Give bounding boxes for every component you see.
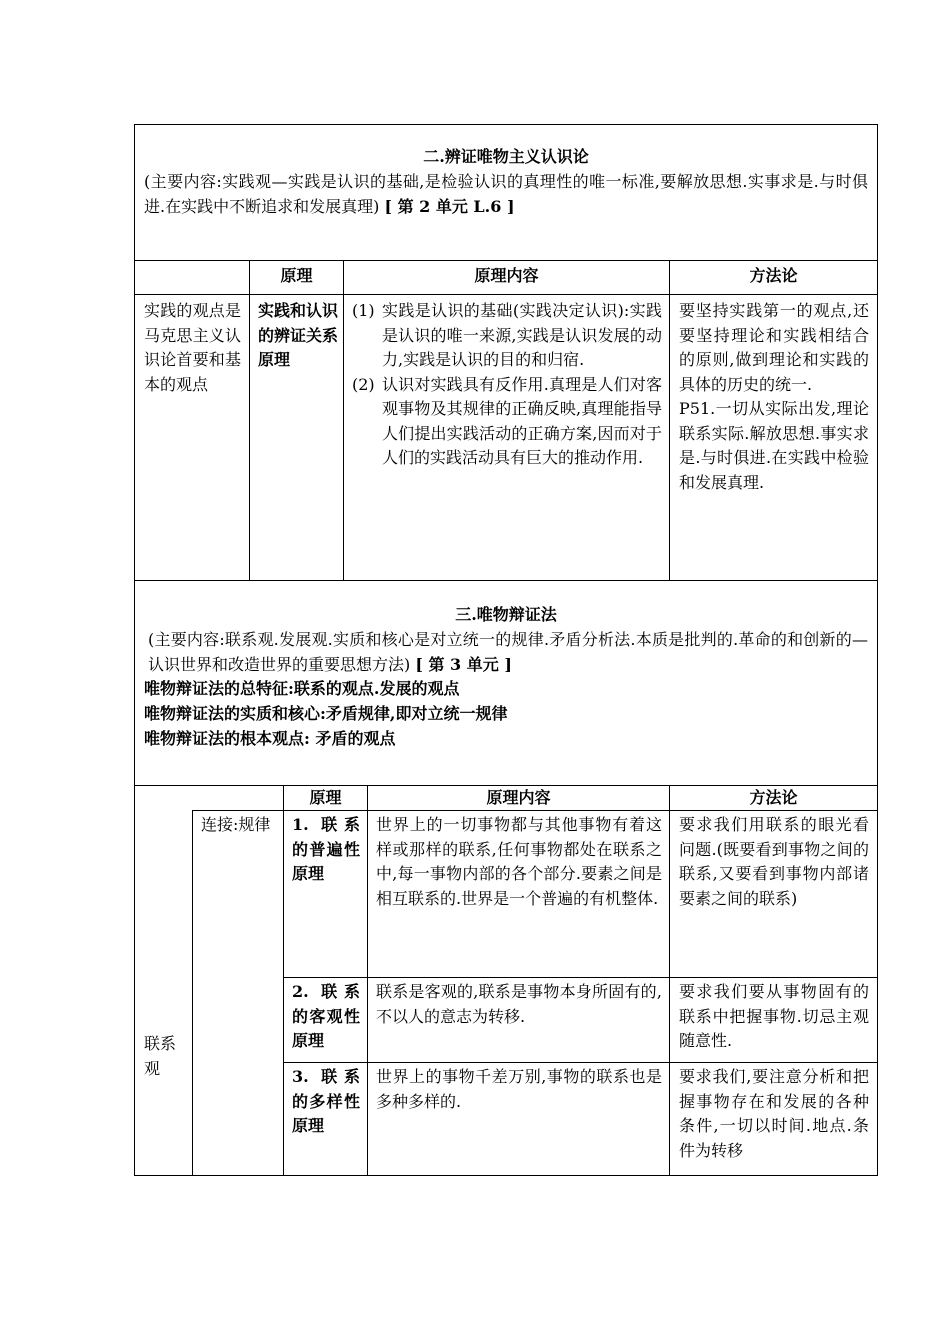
header-content: 原理内容 <box>486 788 551 807</box>
section2-unit-ref: [ 第 2 单元 L.6 ] <box>384 196 515 216</box>
divider <box>283 977 878 978</box>
row-category: 实践的观点是马克思主义认识论首要和基本的观点 <box>144 301 241 394</box>
principle-number: 2. <box>292 982 309 1001</box>
section3-line: 唯物辩证法的总特征:联系的观点.发展的观点 <box>144 679 460 698</box>
section2-intro-text: (主要内容:实践观—实践是认识的基础,是检验认识的真理性的唯一标准,要解放思想.实事求是.与时俱进.在实践中不断追求和发展真理) <box>144 172 868 216</box>
content-cell <box>352 299 662 471</box>
header-method: 方法论 <box>749 788 798 807</box>
section3-unit-ref: [ 第 3 单元 ] <box>415 654 512 674</box>
method-text: P51.一切从实际出发,理论联系实际.解放思想.事实求是.与时俱进.在实践中检验和发展真理. <box>679 399 869 492</box>
method-cell <box>679 299 869 495</box>
header-principle: 原理 <box>280 266 313 285</box>
column-divider <box>343 260 344 580</box>
column-divider <box>192 810 193 1176</box>
content-item <box>352 373 662 471</box>
row-method: 要求我们,要注意分析和把握事物存在和发展的各种条件,一切以时间.地点.条件为转移 <box>679 1067 869 1160</box>
column-divider <box>367 785 368 1176</box>
header-principle: 原理 <box>309 788 342 807</box>
section3-title: 三.唯物辩证法 <box>455 605 557 624</box>
item-number: (1) <box>352 301 375 320</box>
principle-name: 联系的客观性原理 <box>292 982 360 1050</box>
column-divider <box>669 785 670 1176</box>
divider <box>134 580 878 581</box>
column-divider <box>669 260 670 580</box>
section3-intro-text: (主要内容:联系观.发展观.实质和核心是对立统一的规律.矛盾分析法.本质是批判的.革命的和创新的—认识世界和改造世界的重要思想方法) <box>148 630 868 674</box>
row-principle <box>292 980 360 1054</box>
divider <box>283 1062 878 1063</box>
row-content: 世界上的一切事物都与其他事物有着这样或那样的联系,任何事物都处在联系之中,每一事物内部的各个部分.要素之间是相互联系的.世界是一个普遍的有机整体. <box>376 815 662 908</box>
section2-title: 二.辨证唯物主义认识论 <box>423 147 589 166</box>
section3-intro <box>148 628 868 677</box>
item-text: 认识对实践具有反作用.真理是人们对客观事物及其规律的正确反映,真理能指导人们提出实践活动的正确方案,因而对于人们的实践活动具有巨大的推动作用. <box>382 374 662 467</box>
row-principle <box>292 1065 360 1139</box>
item-number: (2) <box>352 374 375 394</box>
principle-number: 1. <box>292 815 309 834</box>
principle-number: 3. <box>292 1067 309 1086</box>
header-content: 原理内容 <box>474 266 539 285</box>
content-item <box>352 299 662 373</box>
row-method: 要求我们要从事物固有的联系中把握事物.切忌主观随意性. <box>679 982 869 1050</box>
section3-line: 唯物辩证法的根本观点: 矛盾的观点 <box>144 729 396 748</box>
column-divider <box>283 785 284 1176</box>
column-divider <box>249 260 250 580</box>
header-method: 方法论 <box>749 266 798 285</box>
principle-name: 联系的多样性原理 <box>292 1067 360 1135</box>
divider <box>134 294 878 295</box>
row-category: 联系观 <box>144 1034 177 1078</box>
principle-name: 联系的普遍性原理 <box>292 815 360 883</box>
section3-line: 唯物辩证法的实质和核心:矛盾规律,即对立统一规律 <box>144 704 508 723</box>
row-method: 要求我们用联系的眼光看问题.(既要看到事物之间的联系,又要看到事物内部诸要素之间的联系) <box>679 815 869 908</box>
item-text: 实践是认识的基础(实践决定认识):实践是认识的唯一来源,实践是认识发展的动力,实践是认识的目的和归宿. <box>382 301 662 369</box>
row-principle: 实践和认识的辨证关系原理 <box>258 301 339 369</box>
row-subcategory: 连接:规律 <box>201 815 271 834</box>
divider <box>134 260 878 261</box>
row-content: 世界上的事物千差万别,事物的联系也是多种多样的. <box>376 1067 662 1111</box>
section2-intro <box>144 170 868 219</box>
row-principle <box>292 813 360 887</box>
row-content: 联系是客观的,联系是事物本身所固有的,不以人的意志为转移. <box>376 982 662 1026</box>
method-text: 要坚持实践第一的观点,还要坚持理论和实践相结合的原则,做到理论和实践的具体的历史的统一. <box>679 301 869 394</box>
